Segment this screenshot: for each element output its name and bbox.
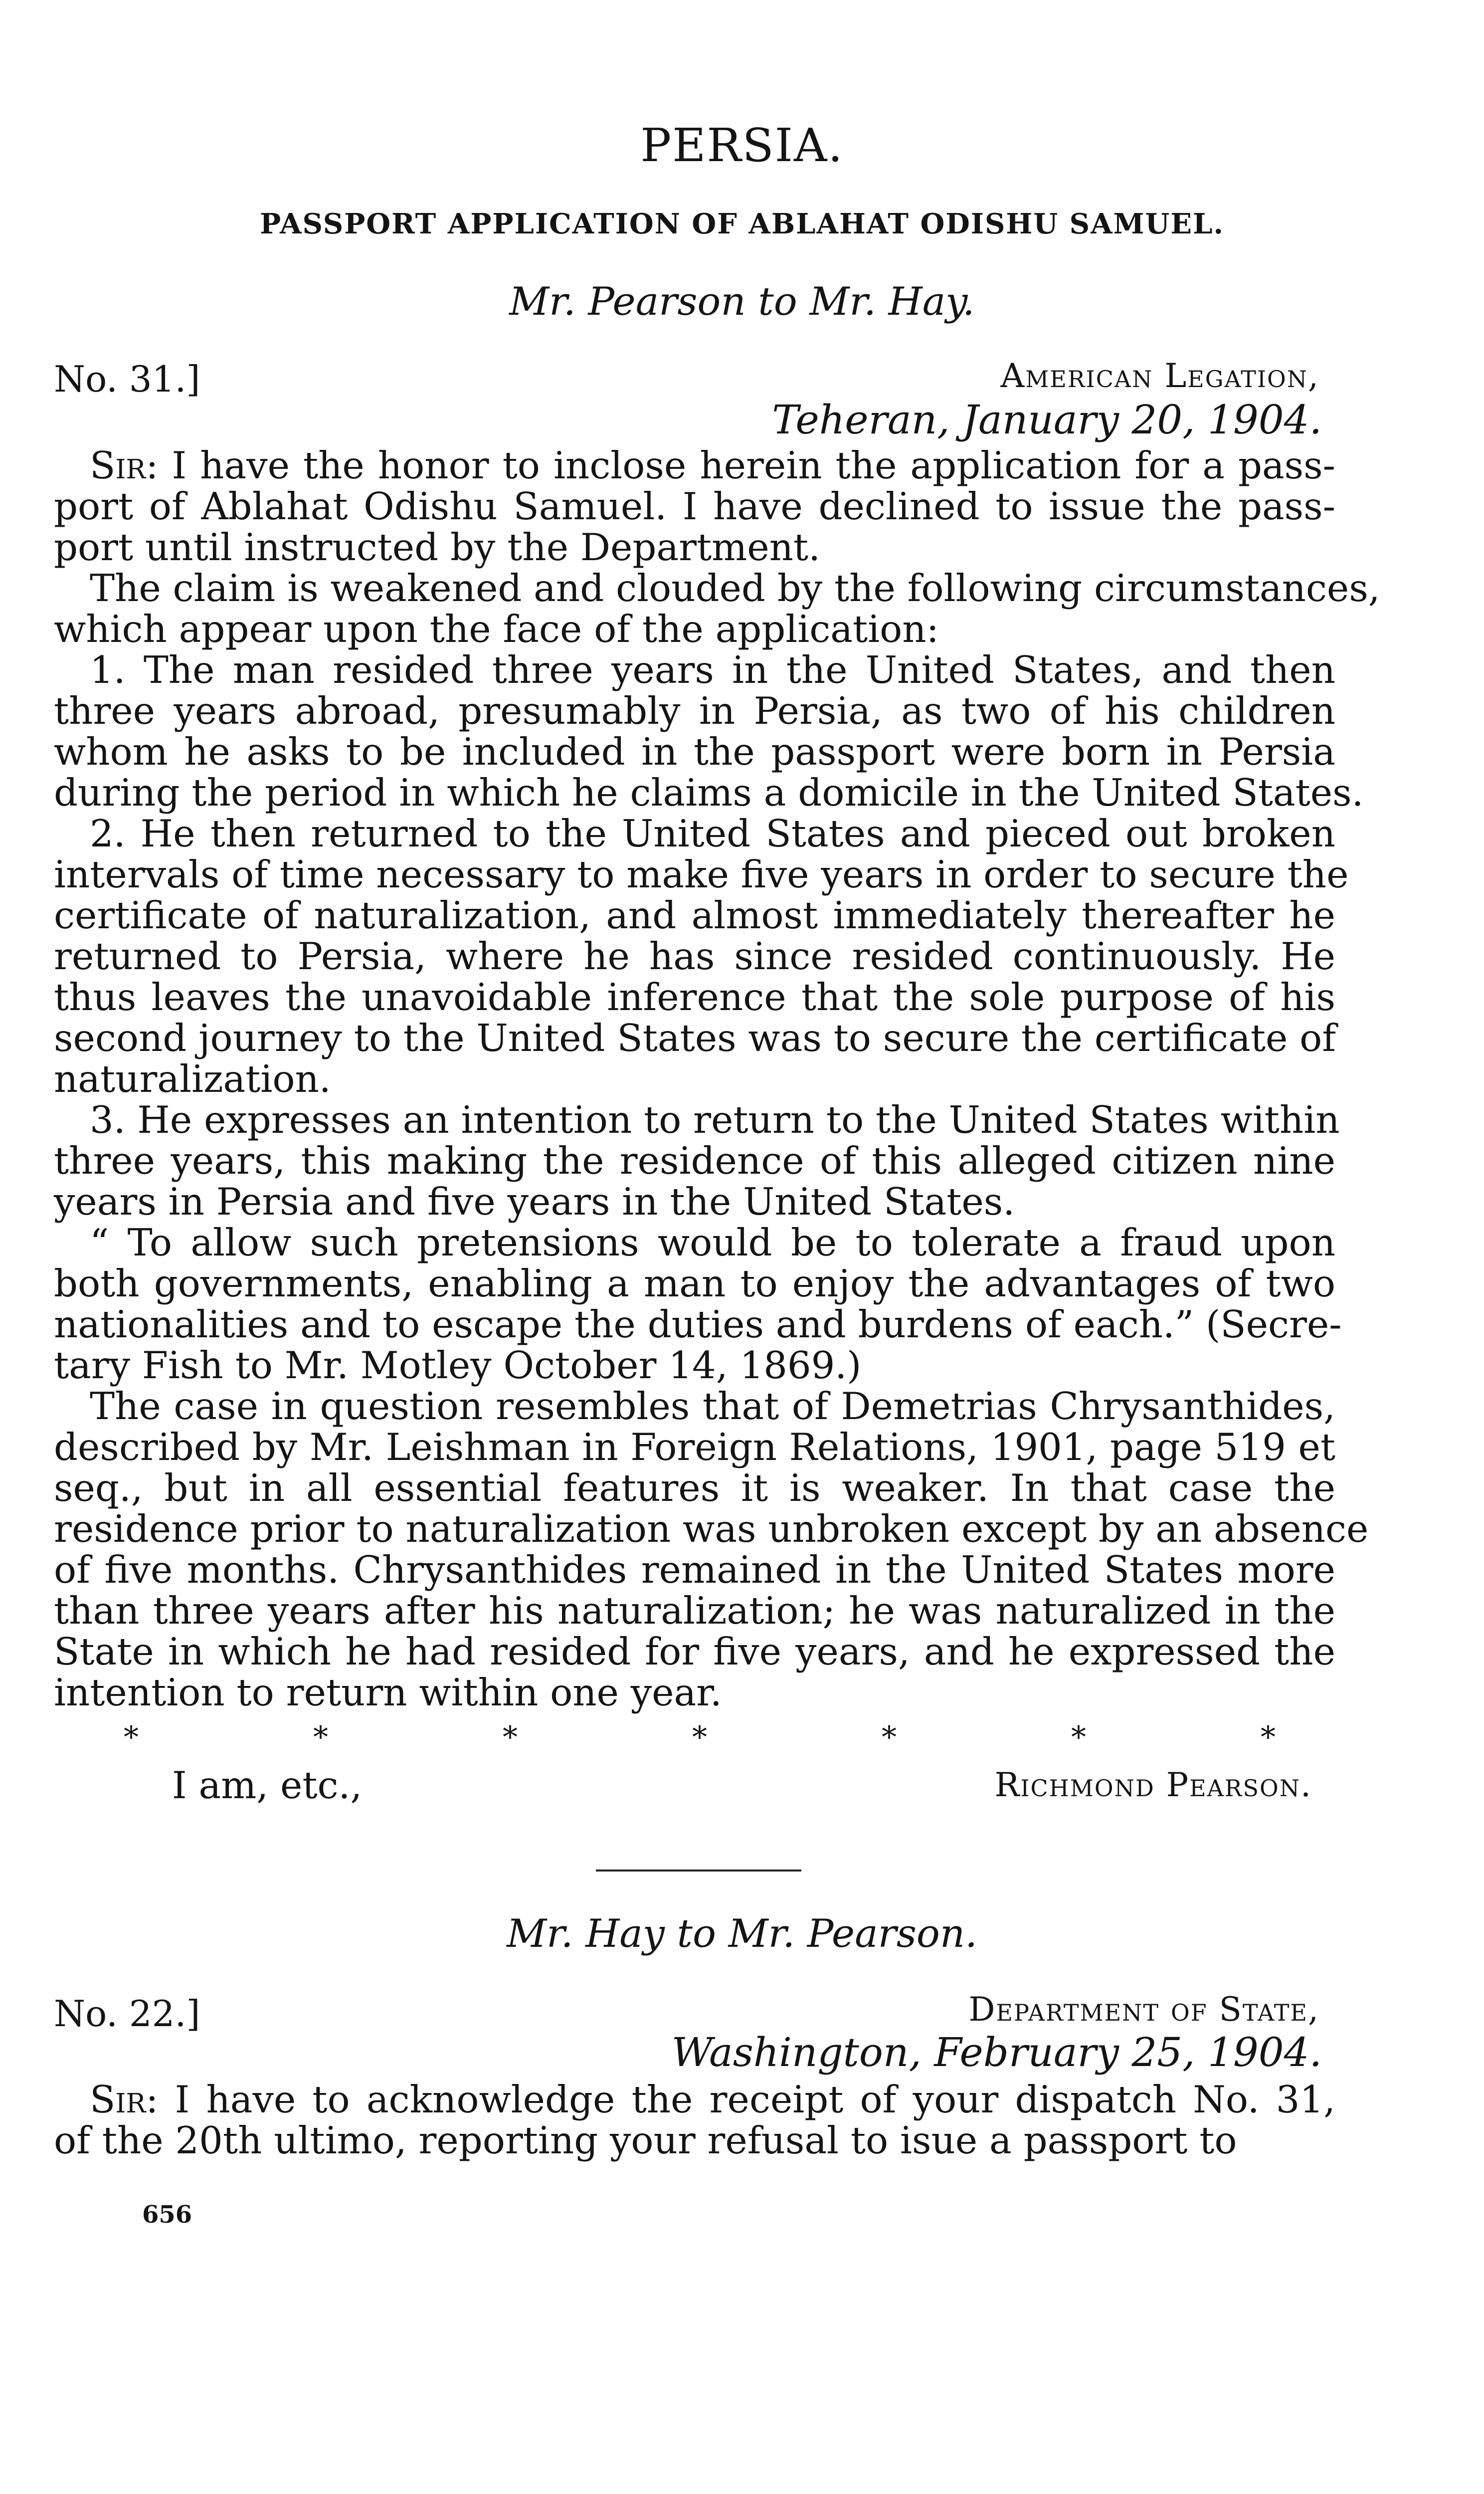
star: * <box>692 1720 707 1755</box>
text-line-rest: : I have to acknowledge the receipt of your dispatch No. 31, <box>146 2078 1335 2121</box>
text-line: residence prior to naturalization was unbroken except by an absence <box>54 1507 1369 1551</box>
text-line: The claim is weakened and clouded by the following circumstances, <box>90 566 1380 610</box>
signature: Richmond Pearson. <box>994 1766 1312 1804</box>
letter2-heading: Mr. Hay to Mr. Pearson. <box>507 1911 977 1956</box>
text-line: naturalization. <box>54 1057 331 1101</box>
text-line-rest: : I have the honor to inclose herein the application for a pass- <box>146 443 1335 487</box>
text-line: second journey to the United States was to secure the certificate of <box>54 1016 1336 1060</box>
text-line: than three years after his naturalization; he was naturalized in the <box>54 1589 1335 1633</box>
document-subtitle: PASSPORT APPLICATION OF ABLAHAT ODISHU SAMUEL. <box>260 208 1224 240</box>
text-line: State in which he had resided for five years, and he expressed the <box>54 1630 1335 1673</box>
text-line <box>54 445 1335 486</box>
text-line: 3. He expresses an intention to return to the United States within <box>90 1098 1340 1142</box>
text-line: returned to Persia, where he has since resided continuously. He <box>54 934 1335 978</box>
text-line: three years abroad, presumably in Persia, as two of his children <box>54 689 1335 733</box>
text-line: described by Mr. Leishman in Foreign Relations, 1901, page 519 et <box>54 1425 1335 1469</box>
text-line: port until instructed by the Department. <box>54 525 820 569</box>
star: * <box>1071 1720 1086 1755</box>
text-line: of the 20th ultimo, reporting your refusal to isue a passport to <box>54 2118 1237 2162</box>
text-line: during the period in which he claims a domicile in the United States. <box>54 771 1364 815</box>
text-line: intervals of time necessary to make five years in order to secure the <box>54 852 1349 896</box>
star: * <box>313 1720 328 1755</box>
star: * <box>1261 1720 1276 1755</box>
letter2-place: Department of State, <box>968 1990 1319 2029</box>
letter1-number: No. 31.] <box>54 358 200 400</box>
text-line: The case in question resembles that of Demetrias Chrysanthides, <box>90 1384 1335 1428</box>
text-line: “ To allow such pretensions would be to tolerate a fraud upon <box>90 1221 1335 1264</box>
text-line: thus leaves the unavoidable inference that the sole purpose of his <box>54 975 1335 1019</box>
text-line: years in Persia and five years in the United States. <box>54 1180 1015 1224</box>
section-divider <box>596 1870 801 1871</box>
text-line: port of Ablahat Odishu Samuel. I have declined to issue the pass- <box>54 484 1335 528</box>
text-line <box>54 2079 1335 2120</box>
page-number: 656 <box>142 2201 192 2229</box>
star: * <box>124 1720 139 1755</box>
text-line: tary Fish to Mr. Motley October 14, 1869.) <box>54 1343 862 1387</box>
letter2-body <box>54 2079 1335 2161</box>
letter1-body <box>54 443 1380 1714</box>
omission-stars <box>54 1720 1335 1755</box>
text-line: of five months. Chrysanthides remained in the United States more <box>54 1548 1335 1592</box>
closing: I am, etc., <box>172 1763 363 1807</box>
text-line: nationalities and to escape the duties and burdens of each.” (Secre- <box>54 1302 1342 1346</box>
letter1-date: Teheran, January 20, 1904. <box>772 397 1322 443</box>
text-line: three years, this making the residence of this alleged citizen nine <box>54 1139 1335 1183</box>
text-line: 1. The man resided three years in the United States, and then <box>90 648 1335 692</box>
star: * <box>882 1720 897 1755</box>
star: * <box>503 1720 518 1755</box>
text-line: which appear upon the face of the application: <box>54 607 939 651</box>
salutation: Sir <box>90 443 146 487</box>
letter2-number: No. 22.] <box>54 1993 200 2035</box>
letter1-heading: Mr. Pearson to Mr. Hay. <box>509 279 975 324</box>
text-line: intention to return within one year. <box>54 1670 722 1714</box>
text-line: 2. He then returned to the United States and pieced out broken <box>90 812 1335 855</box>
text-line: whom he asks to be included in the passport were born in Persia <box>54 730 1335 774</box>
letter1-place: American Legation, <box>1000 357 1319 395</box>
page-title: PERSIA. <box>640 119 844 172</box>
salutation: Sir <box>90 2078 146 2121</box>
text-line: certificate of naturalization, and almost immediately thereafter he <box>54 893 1335 937</box>
letter2-date: Washington, February 25, 1904. <box>671 2029 1322 2076</box>
text-line: both governments, enabling a man to enjoy the advantages of two <box>54 1261 1335 1305</box>
text-line: seq., but in all essential features it is weaker. In that case the <box>54 1466 1335 1510</box>
